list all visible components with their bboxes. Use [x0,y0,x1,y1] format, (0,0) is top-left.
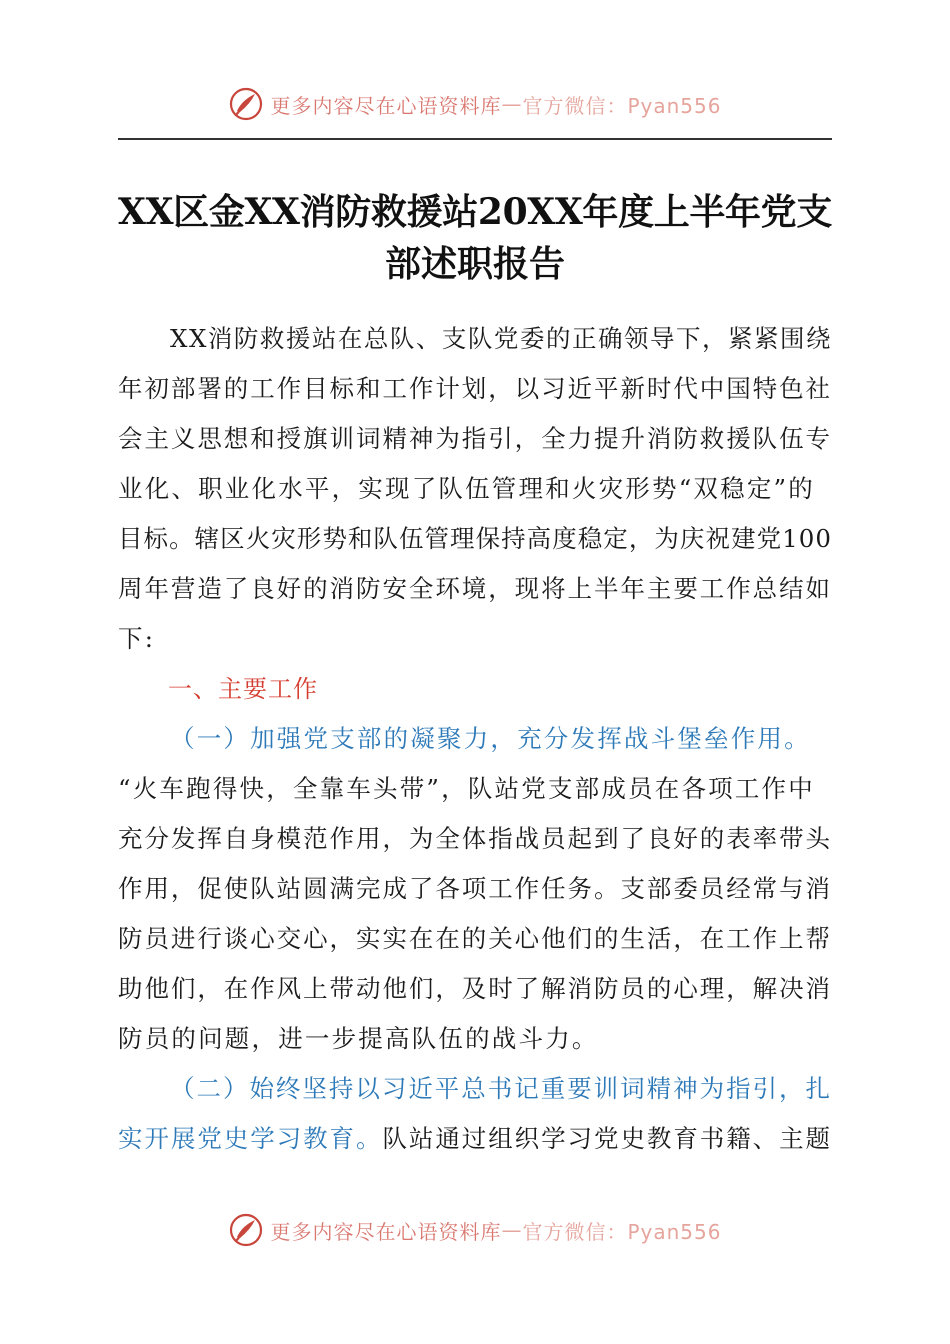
banner-main-text: 更多内容尽在心语资料库 [270,93,502,118]
footer-banner [0,1208,950,1252]
subsection-1-line: 充分发挥自身模范作用，为全体指战员起到了良好的表率带头 [118,824,832,853]
document-title [118,186,832,290]
quill-pen-logo-icon [228,86,264,122]
banner-contact-text: 官方微信：Pyan556 [522,1219,722,1244]
section-heading-main-work: 一、主要工作 [168,675,318,703]
subsection-2-text: 队站通过组织学习党史教育书籍、主题 [382,1124,833,1153]
header-banner [0,82,950,126]
subsection-1-heading: （一）加强党支部的凝聚力，充分发挥战斗堡垒作用。 [170,724,811,753]
title-line-2: 部述职报告 [384,243,565,285]
intro-line: 下: [118,624,156,653]
intro-line: 会主义思想和授旗训词精神为指引，全力提升消防救援队伍专 [118,424,832,453]
subsection-2 [118,1064,832,1164]
banner-contact-text: 官方微信：Pyan556 [522,93,722,118]
intro-line: 年初部署的工作目标和工作计划，以习近平新时代中国特色社 [118,374,832,403]
subsection-1-line: 防员的问题，进一步提高队伍的战斗力。 [118,1024,599,1053]
banner-dash: — [501,1218,523,1242]
title-line-1: XX区金XX消防救援站20XX年度上半年党支 [118,191,832,233]
document-body [118,314,832,1164]
banner-dash: — [501,92,523,116]
intro-line: 业化、职业化水平，实现了队伍管理和火灾形势“双稳定”的 [118,474,815,503]
subsection-2-heading-cont: 实开展党史学习教育。 [118,1124,383,1153]
quill-pen-logo-icon [228,1212,264,1248]
subsection-2-heading: （二）始终坚持以习近平总书记重要训词精神为指引，扎 [170,1074,832,1103]
subsection-1-line: “火车跑得快，全靠车头带”，队站党支部成员在各项工作中 [118,774,815,803]
subsection-1-line: 助他们，在作风上带动他们，及时了解消防员的心理，解决消 [118,974,832,1003]
subsection-1 [118,714,832,1064]
header-divider [118,138,832,140]
subsection-1-line: 作用，促使队站圆满完成了各项工作任务。支部委员经常与消 [118,874,832,903]
banner-main-text: 更多内容尽在心语资料库 [270,1219,502,1244]
intro-line: 周年营造了良好的消防安全环境，现将上半年主要工作总结如 [118,574,832,603]
intro-line: XX消防救援站在总队、支队党委的正确领导下，紧紧围绕 [170,324,832,353]
subsection-2-line [118,1114,832,1164]
intro-line: 目标。辖区火灾形势和队伍管理保持高度稳定，为庆祝建党100 [118,524,832,553]
intro-paragraph [118,314,832,664]
subsection-1-line: 防员进行谈心交心，实实在在的关心他们的生活，在工作上帮 [118,924,832,953]
